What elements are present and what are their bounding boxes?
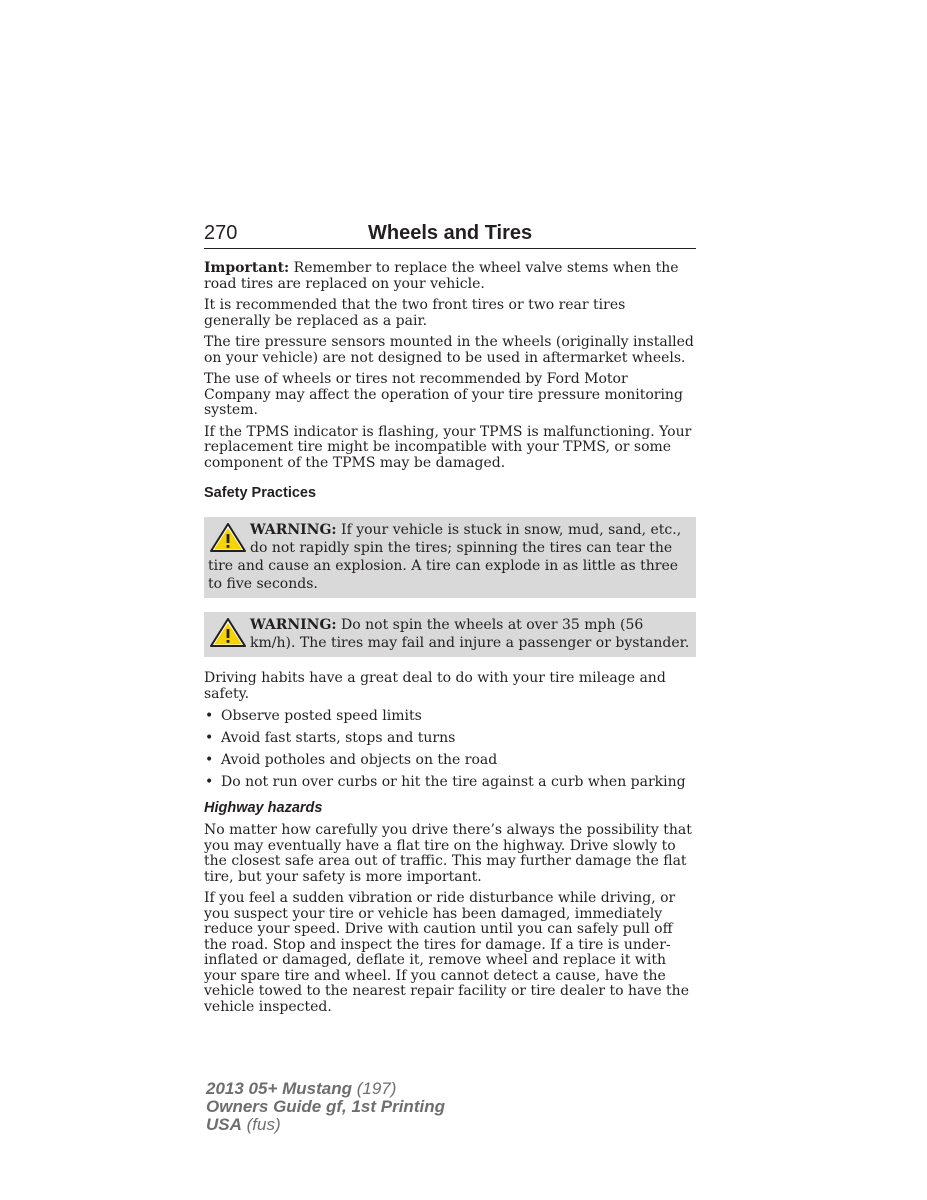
- important-text: Remember to replace the wheel valve stems when the road tires are replaced on your vehicle.: [204, 260, 679, 292]
- list-item: [204, 708, 696, 724]
- list-item-text: Do not run over curbs or hit the tire against a curb when parking: [221, 774, 686, 790]
- bullet: •: [205, 708, 214, 724]
- paragraph: No matter how carefully you drive there’s always the possibility that you may eventually have a flat tire on the highway. Drive slowly to the closest safe area out of traffic. This may further damage the flat tire, but your safety is more important.: [204, 822, 692, 885]
- print-footer: [206, 1080, 445, 1134]
- footer-line: [206, 1098, 445, 1116]
- warning-text: If your vehicle is stuck in snow, mud, sand, etc., do not rapidly spin the tires; spinning the tires can tear the tire and cause an explosion. A tire can explode in as little as three to five seconds.: [208, 522, 682, 592]
- page-content: [204, 222, 696, 1021]
- warning-label: WARNING:: [250, 522, 337, 538]
- footer-line: [206, 1116, 445, 1134]
- warning-box: [204, 612, 696, 657]
- list-item: [204, 752, 696, 768]
- list-item-text: Observe posted speed limits: [221, 708, 422, 724]
- bullet: •: [205, 730, 214, 746]
- list-item-text: Avoid fast starts, stops and turns: [221, 730, 456, 746]
- warning-box: [204, 517, 696, 598]
- footer-model-code: (197): [352, 1079, 397, 1098]
- important-note: [204, 261, 696, 292]
- section-heading-highway-hazards: Highway hazards: [204, 800, 323, 816]
- important-label: Important:: [204, 260, 290, 276]
- paragraph: It is recommended that the two front tires or two rear tires generally be replaced as a pair.: [204, 297, 626, 329]
- paragraph: If the TPMS indicator is flashing, your TPMS is malfunctioning. Your replacement tire might be incompatible with your TPMS, or some component of the TPMS may be damaged.: [204, 423, 692, 471]
- footer-market: USA: [206, 1115, 242, 1134]
- section-heading-safety-practices: Safety Practices: [204, 485, 317, 501]
- page-number: 270: [204, 222, 238, 244]
- footer-model: 2013 05+ Mustang: [206, 1079, 352, 1098]
- list-item: [204, 730, 696, 746]
- list-item: [204, 774, 696, 790]
- warning-triangle-icon: [208, 616, 248, 650]
- footer-market-code: (fus): [241, 1115, 281, 1134]
- footer-line: [206, 1080, 445, 1098]
- warning-triangle-icon: [208, 521, 248, 555]
- warning-label: WARNING:: [250, 617, 337, 633]
- bullet: •: [205, 752, 214, 768]
- paragraph: The use of wheels or tires not recommended by Ford Motor Company may affect the operation of your tire pressure monitoring system.: [204, 371, 683, 418]
- page-header: [204, 222, 696, 249]
- paragraph: If you feel a sudden vibration or ride disturbance while driving, or you suspect your tire or vehicle has been damaged, immediately reduce your speed. Drive with caution until you can safely pull off the road. Stop and inspect the tires for damage. If a tire is under-inflated or damaged, deflate it, remove wheel and replace it with your spare tire and wheel. If you cannot detect a cause, have the vehicle towed to the nearest repair facility or tire dealer to have the vehicle inspected.: [204, 890, 689, 1015]
- list-item-text: Avoid potholes and objects on the road: [221, 752, 498, 768]
- footer-printing: Owners Guide gf, 1st Printing: [206, 1097, 445, 1116]
- bullet: •: [205, 774, 214, 790]
- bullet-list: [204, 708, 696, 790]
- page-title: Wheels and Tires: [368, 222, 533, 244]
- paragraph: Driving habits have a great deal to do with your tire mileage and safety.: [204, 670, 666, 702]
- paragraph: The tire pressure sensors mounted in the wheels (originally installed on your vehicle) are not designed to be used in aftermarket wheels.: [204, 334, 694, 366]
- warning-text: Do not spin the wheels at over 35 mph (56 km/h). The tires may fail and injure a passenger or bystander.: [250, 617, 690, 651]
